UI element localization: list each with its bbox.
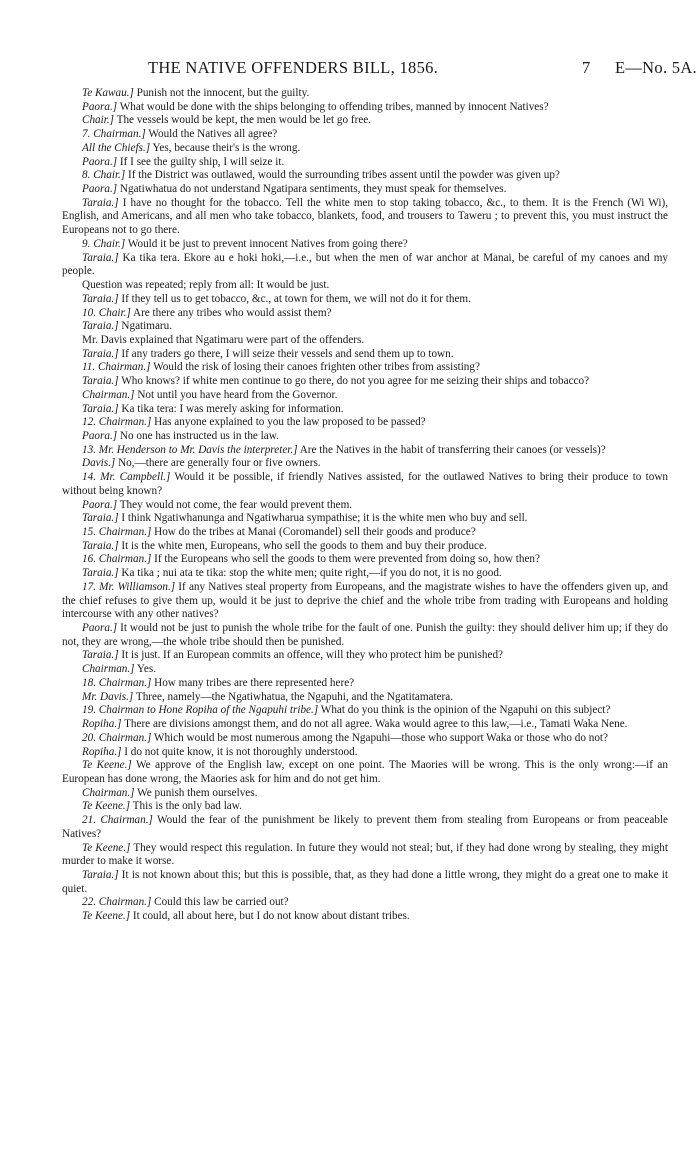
- paragraph-text: Yes.: [134, 663, 156, 676]
- paragraph-text: Would the Natives all agree?: [145, 128, 278, 141]
- transcript-paragraph: [62, 279, 668, 293]
- transcript-paragraph: [62, 142, 668, 156]
- transcript-paragraph: [62, 293, 668, 307]
- speaker-label: Chairman.]: [82, 663, 135, 676]
- speaker-label: Taraia.]: [82, 347, 119, 360]
- transcript-paragraph: [62, 444, 668, 458]
- transcript-paragraph: [62, 169, 668, 183]
- transcript-paragraph: [62, 471, 668, 498]
- paragraph-text: Could this law be carried out?: [151, 896, 289, 909]
- paragraph-text: Which would be most numerous among the Ngapuhi—those who support Waka or those who do not?: [151, 731, 608, 744]
- paragraph-text: Punish not the innocent, but the guilty.: [133, 87, 310, 99]
- transcript-paragraph: [62, 896, 668, 910]
- transcript-paragraph: [62, 704, 668, 718]
- transcript-paragraph: [62, 814, 668, 841]
- transcript-paragraph: [62, 252, 668, 279]
- transcript-paragraph: [62, 869, 668, 896]
- paragraph-text: How many tribes are there represented here?: [151, 676, 355, 689]
- paragraph-text: It could, all about here, but I do not know about distant tribes.: [130, 910, 410, 923]
- paragraph-text: No one has instructed us in the law.: [117, 429, 279, 442]
- transcript-paragraph: [62, 307, 668, 321]
- speaker-label: Ropiha.]: [82, 718, 122, 731]
- speaker-label: Te Keene.]: [82, 800, 131, 813]
- speaker-label: 18. Chairman.]: [82, 676, 152, 689]
- transcript-paragraph: [62, 649, 668, 663]
- transcript-paragraph: [62, 540, 668, 554]
- paragraph-text: Has anyone explained to you the law proposed to be passed?: [151, 416, 426, 429]
- paragraph-text: Question was repeated; reply from all: It would be just.: [82, 279, 330, 292]
- transcript-paragraph: [62, 677, 668, 691]
- transcript-paragraph: [62, 238, 668, 252]
- paragraph-text: It is just. If an European commits an offence, will they who protect him be punished?: [118, 649, 504, 662]
- transcript-paragraph: [62, 348, 668, 362]
- transcript-paragraph: [62, 183, 668, 197]
- paragraph-text: This is the only bad law.: [130, 800, 242, 813]
- transcript-paragraph: [62, 732, 668, 746]
- speaker-label: 22. Chairman.]: [82, 896, 152, 909]
- paragraph-text: Are the Natives in the habit of transferring their canoes (or vessels)?: [297, 443, 606, 456]
- transcript-paragraph: [62, 746, 668, 760]
- paragraph-text: Three, namely—the Ngatiwhatua, the Ngapuhi, and the Ngatitamatera.: [133, 690, 454, 703]
- speaker-label: Paora.]: [82, 100, 118, 113]
- speaker-label: 14. Mr. Campbell.]: [82, 471, 171, 484]
- paragraph-text: Mr. Davis explained that Ngatimaru were part of the offenders.: [82, 333, 365, 346]
- transcript-paragraph: [62, 622, 668, 649]
- paragraph-text: Ka tika tera: I was merely asking for information.: [118, 402, 344, 415]
- paragraph-text: Would the risk of losing their canoes frighten other tribes from assisting?: [150, 361, 480, 374]
- speaker-label: Taraia.]: [82, 292, 119, 305]
- speaker-label: Te Keene.]: [82, 910, 131, 923]
- transcript-paragraph: [62, 691, 668, 705]
- paragraph-text: I think Ngatiwhanunga and Ngatiwharua sympathise; it is the white men who buy and sell.: [118, 512, 528, 525]
- speaker-label: Chairman.]: [82, 388, 135, 401]
- transcript-paragraph: [62, 800, 668, 814]
- paragraph-text: If I see the guilty ship, I will seize it.: [117, 155, 285, 168]
- paragraph-text: The vessels would be kept, the men would be let go free.: [114, 114, 372, 127]
- speaker-label: Te Keene.]: [82, 759, 132, 772]
- speaker-label: Taraia.]: [82, 512, 119, 525]
- speaker-label: 11. Chairman.]: [82, 361, 151, 374]
- transcript-paragraph: [62, 320, 668, 334]
- speaker-label: 21. Chairman.]: [82, 814, 153, 827]
- speaker-label: 7. Chairman.]: [82, 128, 146, 141]
- speaker-label: Taraia.]: [82, 196, 119, 209]
- paragraph-text: Ka tika ; nui ata te tika: stop the white men; quite right,—if you do not, it is no good.: [118, 567, 502, 580]
- speaker-label: Paora.]: [82, 622, 118, 635]
- transcript-paragraph: [62, 114, 668, 128]
- transcript-paragraph: [62, 334, 668, 348]
- paragraph-text: If any traders go there, I will seize their vessels and send them up to town.: [118, 347, 454, 360]
- document-reference: E—No. 5A.: [615, 58, 697, 77]
- transcript-body: [62, 87, 668, 924]
- speaker-label: Taraia.]: [82, 402, 119, 415]
- paragraph-text: Ka tika tera. Ekore au e hoki hoki,—i.e., but when the men of war anchor at Manai, be careful of my canoes and my people.: [62, 251, 668, 278]
- paragraph-text: If they tell us to get tobacco, &c., at town for them, we will not do it for them.: [118, 292, 471, 305]
- paragraph-text: If any Natives steal property from Europeans, and the magistrate wishes to have the offenders given up, and the chief refuses to give them up, would it be just to deprive the chief and the whole tribe from trading with Europeans and holding intercourse with any other natives?: [62, 580, 668, 621]
- paragraph-text: We punish them ourselves.: [134, 786, 258, 799]
- transcript-paragraph: [62, 526, 668, 540]
- paragraph-text: We approve of the English law, except on one point. The Maories will be wrong. This is the only wrong:—if an European has done wrong, the Maories ask for him and do not get him.: [62, 759, 668, 785]
- transcript-paragraph: [62, 553, 668, 567]
- speaker-label: Taraia.]: [82, 375, 119, 388]
- transcript-paragraph: [62, 581, 668, 622]
- transcript-paragraph: [62, 457, 668, 471]
- speaker-label: Ropiha.]: [82, 745, 122, 758]
- paragraph-text: I have no thought for the tobacco. Tell the white men to stop taking tobacco, &c., to them. It is the French (Wi Wi), English, and Americans, and all men who take tobacco, blankets, food, and trousers to Taweru ; to prevent this, you must instruct the Europeans not to go there.: [62, 196, 668, 237]
- paragraph-text: Would the fear of the punishment be likely to prevent them from stealing from Europeans or from peaceable Natives?: [62, 814, 668, 840]
- speaker-label: Te Kawau.]: [82, 87, 134, 99]
- transcript-paragraph: [62, 430, 668, 444]
- transcript-paragraph: [62, 499, 668, 513]
- paragraph-text: They would not come, the fear would prevent them.: [117, 498, 353, 511]
- speaker-label: 9. Chair.]: [82, 237, 126, 250]
- transcript-paragraph: [62, 567, 668, 581]
- paragraph-text: There are divisions amongst them, and do not all agree. Waka would agree to this law,—i.e., Tamati Waka Nene.: [121, 718, 628, 731]
- paragraph-text: If the District was outlawed, would the surrounding tribes assent until the powder was given up?: [125, 169, 560, 182]
- transcript-paragraph: [62, 512, 668, 526]
- speaker-label: 13. Mr. Henderson to Mr. Davis the interpreter.]: [82, 443, 298, 456]
- speaker-label: All the Chiefs.]: [82, 141, 151, 154]
- speaker-label: Paora.]: [82, 429, 118, 442]
- speaker-label: Mr. Davis.]: [82, 690, 134, 703]
- paragraph-text: Who knows? if white men continue to go there, do not you agree for me seizing their ships and tobacco?: [118, 375, 590, 388]
- speaker-label: Taraia.]: [82, 320, 119, 333]
- paragraph-text: Are there any tribes who would assist them?: [130, 306, 332, 319]
- paragraph-text: It would not be just to punish the whole tribe for the fault of one. Punish the guilty: they should deliver him up; if they do not, they are wrong,—the whole tribe should then be punished.: [62, 622, 668, 648]
- transcript-paragraph: [62, 787, 668, 801]
- speaker-label: Paora.]: [82, 155, 118, 168]
- speaker-label: 20. Chairman.]: [82, 731, 152, 744]
- speaker-label: Paora.]: [82, 498, 118, 511]
- page-header: [0, 58, 700, 80]
- transcript-paragraph: [62, 416, 668, 430]
- transcript-paragraph: [62, 663, 668, 677]
- transcript-paragraph: [62, 910, 668, 924]
- transcript-paragraph: [62, 842, 668, 869]
- speaker-label: Te Keene.]: [82, 841, 131, 854]
- transcript-paragraph: [62, 759, 668, 786]
- speaker-label: Chair.]: [82, 114, 115, 127]
- transcript-paragraph: [62, 156, 668, 170]
- speaker-label: Taraia.]: [82, 649, 119, 662]
- paragraph-text: Ngatiwhatua do not understand Ngatipara sentiments, they must speak for themselves.: [117, 183, 507, 196]
- paragraph-text: How do the tribes at Manai (Coromandel) sell their goods and produce?: [151, 526, 476, 538]
- paragraph-text: Yes, because their's is the wrong.: [150, 141, 301, 154]
- paragraph-text: They would respect this regulation. In future they would not steal; but, if they had done wrong by stealing, they might murder to make it worse.: [62, 841, 668, 868]
- speaker-label: 19. Chairman to Hone Ropiha of the Ngapuhi tribe.]: [82, 704, 319, 717]
- paragraph-text: Would it be possible, if friendly Natives assisted, for the outlawed Natives to bring their produce to town without being known?: [62, 471, 668, 497]
- speaker-label: Davis.]: [82, 457, 116, 470]
- paragraph-text: What would be done with the ships belonging to offending tribes, manned by innocent Natives?: [117, 100, 549, 113]
- speaker-label: 17. Mr. Williamson.]: [82, 580, 176, 593]
- transcript-paragraph: [62, 375, 668, 389]
- page-number: 7: [582, 58, 591, 77]
- paragraph-text: Not until you have heard from the Governor.: [134, 388, 338, 401]
- paragraph-text: Ngatimaru.: [118, 320, 173, 333]
- paragraph-text: If the Europeans who sell the goods to them were prevented from doing so, how then?: [151, 553, 540, 566]
- transcript-paragraph: [62, 197, 668, 238]
- paragraph-text: It is the white men, Europeans, who sell the goods to them and buy their produce.: [118, 539, 487, 552]
- paragraph-text: What do you think is the opinion of the Ngapuhi on this subject?: [318, 704, 611, 717]
- speaker-label: Taraia.]: [82, 539, 119, 552]
- speaker-label: 10. Chair.]: [82, 306, 131, 319]
- speaker-label: 16. Chairman.]: [82, 553, 152, 566]
- speaker-label: Chairman.]: [82, 786, 135, 799]
- paragraph-text: It is not known about this; but this is possible, that, as they had done a little wrong, they might do a great one to make it quiet.: [62, 868, 668, 895]
- paragraph-text: I do not quite know, it is not thoroughly understood.: [121, 745, 358, 758]
- speaker-label: Paora.]: [82, 183, 118, 196]
- speaker-label: Taraia.]: [82, 567, 119, 580]
- speaker-label: 8. Chair.]: [82, 169, 126, 182]
- transcript-paragraph: [62, 389, 668, 403]
- speaker-label: 12. Chairman.]: [82, 416, 152, 429]
- transcript-paragraph: [62, 718, 668, 732]
- speaker-label: Taraia.]: [82, 251, 119, 264]
- paragraph-text: No,—there are generally four or five owners.: [115, 457, 321, 470]
- page-title: THE NATIVE OFFENDERS BILL, 1856.: [148, 58, 439, 77]
- speaker-label: Taraia.]: [82, 868, 119, 881]
- paragraph-text: Would it be just to prevent innocent Natives from going there?: [125, 237, 408, 250]
- transcript-paragraph: [62, 87, 668, 101]
- transcript-paragraph: [62, 361, 668, 375]
- transcript-paragraph: [62, 403, 668, 417]
- transcript-paragraph: [62, 128, 668, 142]
- transcript-paragraph: [62, 101, 668, 115]
- speaker-label: 15. Chairman.]: [82, 526, 152, 538]
